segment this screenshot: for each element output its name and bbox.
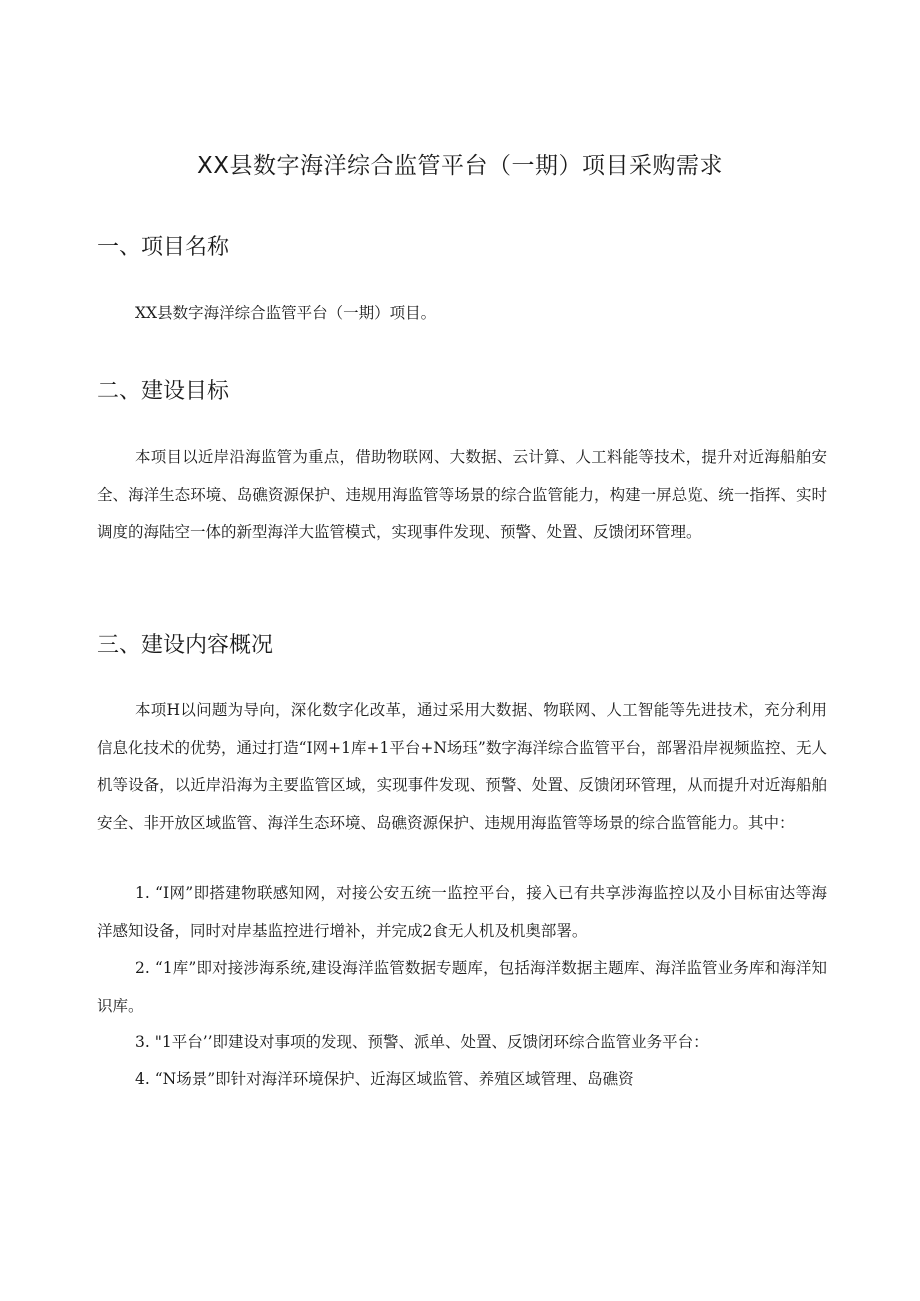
section-heading-project-name: 一、项目名称 (97, 235, 230, 260)
list-item-3: 3. "1平台’’即建设对事项的发现、预警、派单、处置、反馈闭环综合监管业务平台： (135, 1033, 709, 1051)
section-paragraph-project-name: XX县数字海洋综合监管平台（一期）项目。 (135, 304, 437, 322)
section-paragraph-construction-overview: 本项H以问题为导向，深化数字化改革，通过采用大数据、物联网、人工智能等先进技术，充分利用信息化技术的优势，通过打造“I网+1库+1平台+N场珏”数字海洋综合监管平台，部署沿岸视频监控、无人机等设备，以近岸沿海为主要监管区域，实现事件发现、预警、处置、反馈闭环管理，从而提升对近海船舶安全、非开放区域监管、海洋生态环境、岛礁资源保护、违规用海监管等场景的综合监管能力。其中： (97, 701, 827, 832)
section-heading-construction-overview: 三、建设内容概况 (97, 633, 274, 658)
list-item-4: 4. “N场景”即针对海洋环境保护、近海区域监管、养殖区域管理、岛礁资 (135, 1070, 634, 1088)
section-paragraph-construction-goals: 本项目以近岸沿海监管为重点，借助物联网、大数据、云计算、人工料能等技术，提升对近海船舶安全、海洋生态环境、岛礁资源保护、违规用海监管等场景的综合监管能力，构建一屏总览、统一指挥、实时调度的海陆空一体的新型海洋大监管模式，实现事件发现、预警、处置、反馈闭环管理。 (97, 448, 827, 541)
list-item-2: 2. “1库”即对接涉海系统,建设海洋监管数据专题库，包括海洋数据主题库、海洋监管业务库和海洋知识库。 (97, 959, 827, 1015)
list-item-1: 1. “I网”即搭建物联感知网，对接公安五统一监控平台，接入已有共享涉海监控以及小目标宙达等海洋感知设备，同时对岸基监控进行增补，并完成2食无人机及机奥部署。 (97, 884, 827, 940)
section-heading-construction-goals: 二、建设目标 (97, 379, 230, 404)
document-title: XX县数字海洋综合监管平台（一期）项目采购需求 (196, 153, 723, 179)
